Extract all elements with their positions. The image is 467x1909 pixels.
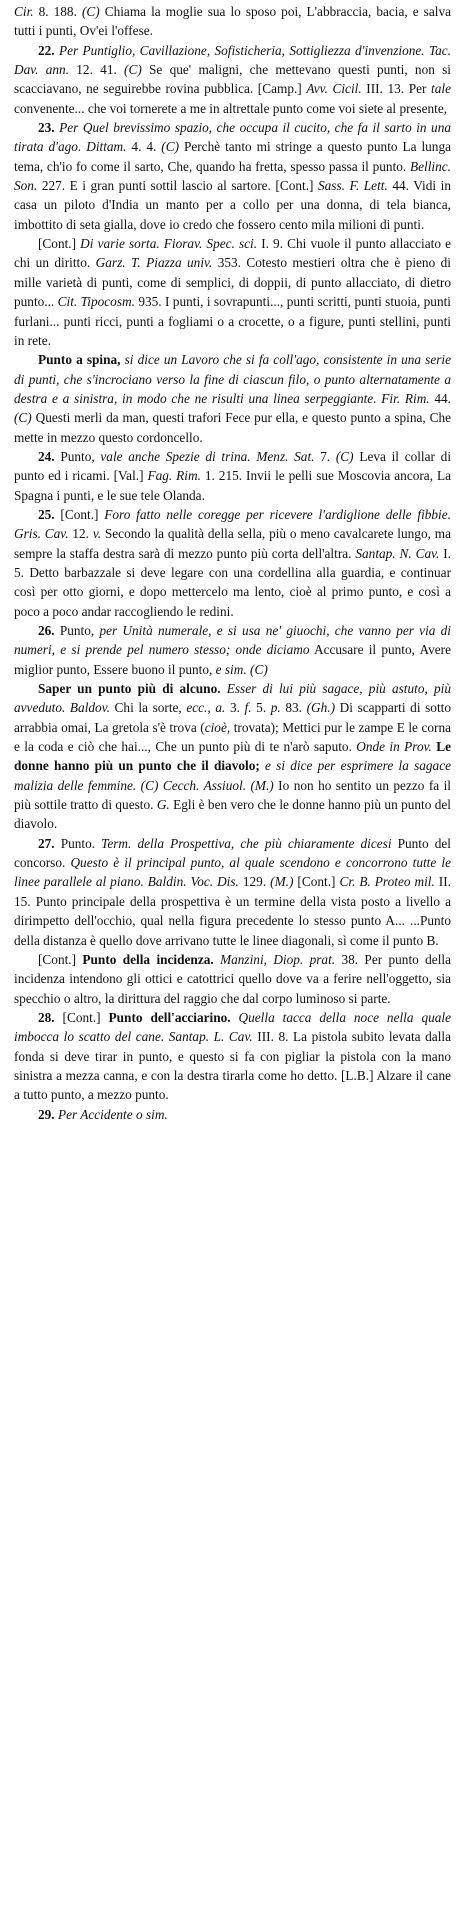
bold-term: 27. [38, 835, 55, 851]
bold-term: 28. [38, 1009, 55, 1025]
italic-text: e si dice per esprimere la sagace malizia delle femmine. [14, 758, 451, 793]
body-text: [Cont.] [38, 236, 81, 252]
italic-text: (C) Cecch. Assiuol. (M.) [140, 777, 274, 793]
italic-text: Esser di lui più sagace, più astuto, più avveduto. Baldov. [14, 681, 451, 716]
italic-text: (C) [14, 410, 32, 426]
body-text: I. 5. Detto barbazzale si deve legare con una cordellina alla guardia, e continuar così per otto giorni, e dopo mettercelo ma lento, cioè al primo punto, e così a poco a poco andar raccogliendo le redini. [14, 545, 451, 619]
body-text: Secondo la qualità della sella, più o meno cavalcarete lungo, ma sempre la staffa destra sarà di mezzo punto più corta dell'altra. [14, 526, 451, 561]
body-text: [Cont.] [54, 506, 105, 522]
italic-text: Per Quel brevissimo spazio, che occupa il cucito, che fa il sarto in una tirata d'ago. Dittam. [14, 120, 452, 155]
body-text: 7. [314, 448, 336, 464]
italic-text: (C) [250, 661, 268, 677]
italic-text: Santap. N. Cav. [355, 545, 440, 561]
italic-text: (Gh.) [306, 700, 336, 716]
italic-text: Cir. [14, 4, 34, 19]
italic-text: Foro fatto nelle coregge per ricevere l'ardiglione delle fibbie. Gris. Cav. [14, 506, 451, 542]
italic-text: Quella tacca della noce nella quale imbocca lo scatto del cane. Santap. L. Cav. [14, 1009, 451, 1045]
body-text: 227. E i gran punti sottil lascio al sartore. [Cont.] [37, 178, 318, 194]
body-text: Leva il collar di punto ed i ricami. [Val.] [14, 448, 452, 484]
italic-text: Avv. Cicil. [306, 81, 362, 97]
body-text: 8. 188. [33, 4, 82, 19]
entry-paragraph [14, 118, 451, 234]
body-text: 83. [280, 700, 307, 716]
italic-text: (C) [161, 139, 180, 155]
body-text: 12. [68, 526, 93, 542]
italic-text: per Unità numerale, e si usa ne' giuochi, che vanno per via di numeri, e si prende pel numero stesso; onde diciamo [14, 623, 451, 658]
body-text: Chi la sorte, [109, 700, 187, 716]
bold-term: 29. [38, 1106, 55, 1122]
entry-paragraph [14, 505, 451, 621]
body-text: [Cont.] [38, 951, 83, 967]
bold-term: 25. [38, 506, 55, 522]
bold-term: Punto dell'acciarino. [108, 1009, 231, 1025]
italic-text: Cr. B. Proteo mil. [339, 874, 435, 890]
italic-text: (C) [81, 4, 100, 19]
body-text: Se que' maligni, che mettevano questi punti, non si scacciavano, ne seguirebbe rovina pubblica. [Camp.] [14, 62, 452, 97]
italic-text: cioè, [204, 719, 231, 735]
bold-term: Punto a spina, [38, 352, 121, 368]
entry-paragraph [14, 1008, 451, 1105]
body-text: 38. Per punto della incidenza intendono gli ottici e catottrici quello dove va a ferire nell'oggetto, sia specchio o altro, la dirittura del raggio che dal corpo luminoso si parte. [14, 951, 451, 1006]
entry-paragraph [14, 1105, 451, 1124]
italic-text: tale [431, 81, 451, 97]
bold-term: 26. [38, 623, 55, 638]
entry-paragraph [14, 350, 451, 447]
bold-term: Le donne hanno più un punto che il diavolo; [14, 739, 451, 774]
italic-text: Manzini, Diop. prat. [220, 951, 336, 967]
body-text: Perchè tanto mi stringe a questo punto La lunga tema, ch'io fo come il sarto, Che, quando ha fretta, spesso passa il punto. [14, 139, 452, 174]
italic-text: Onde in Prov. [356, 739, 432, 755]
body-text: 5. [251, 700, 271, 716]
body-text: Io non ho sentito un pezzo fa il più sottile tratto di questo. [14, 777, 451, 813]
italic-text: e sim. [215, 661, 247, 677]
italic-text: Per Puntiglio, Cavillazione, Sofisticheria, Sottigliezza d'invenzione. Tac. Dav. ann. [14, 42, 452, 78]
bold-term: 24. [38, 448, 55, 464]
italic-text: Garz. T. Piazza univ. [95, 255, 213, 271]
bold-term: Punto della incidenza. [82, 951, 214, 967]
italic-text: Cit. Tipocosm. [57, 294, 135, 310]
body-text: Questi merli da man, questi trafori Fece pur ella, e questo punto a spina, Che mette in mezzo questo cordoncello. [14, 410, 451, 445]
italic-text: G. [156, 797, 170, 813]
bold-term: 22. [38, 42, 55, 58]
italic-text: Fag. Rim. [147, 468, 201, 484]
body-text: 353. Cotesto mestieri oltra che è pieno di mille varietà di punti, come di semplici, di doppii, di punto allacciato, di dietro punto... [14, 255, 451, 310]
italic-text: (C) [335, 448, 354, 464]
body-text: Chiama la moglie sua lo sposo poi, L'abbraccia, bacia, e salva tutti i punti, Ov'ei l'offese. [14, 4, 452, 39]
body-text: Accusare il punto, Avere miglior punto, Essere buono il punto, [14, 642, 451, 677]
italic-text: Di varie sorta. Fiorav. Spec. sci. [80, 236, 258, 252]
italic-text: Bellinc. Son. [14, 158, 451, 194]
body-text: 129. [238, 874, 271, 890]
entry-paragraph [14, 41, 451, 118]
body-text: Egli è ben vero che le donne hanno più un punto del diavolo. [14, 797, 451, 832]
body-text: 44. [429, 390, 451, 406]
italic-text: p. [270, 700, 281, 716]
body-text: I. 9. Chi vuole il punto allacciato e chi un diritto. [14, 236, 451, 271]
body-text: III. 8. La pistola subito levata dalla fonda si deve tirar in punto, e questo si fa con pigliar la pistola con la mano sinistra a mezza canna, e con la destra tirarla come ho detto. [L.B.] Alzare il cane a tutto punto, a mezzo punto. [14, 1029, 451, 1103]
italic-text: vale anche Spezie di trina. Menz. Sat. [100, 448, 315, 464]
body-text: convenente... che voi tornerete a me in altrettale punto come voi siete al presente, [14, 100, 448, 116]
body-text: 4. 4. [126, 139, 162, 155]
body-text: [Cont.] [293, 874, 340, 890]
bold-term: 23. [38, 120, 55, 136]
body-text: 3. [225, 700, 245, 716]
body-text: Di scapparti di sotto arrabbia omai, La gretola s'è trova ( [14, 700, 451, 735]
body-text: II. 15. Punto principale della prospettiva è un termine della vista posto a livello a dirimpetto dell'occhio, qual nella figura precedente lo stesso punto A... ...Punto della distanza è quello dove arrivano tutte le linee diagonali, sì come il punto B. [14, 874, 451, 948]
body-text: Punto. [54, 835, 102, 851]
body-text: trovata); Mettici pur le zampe E le corna e la coda e ciò che hai..., Che un punto più di te n'arò saputo. [14, 719, 451, 755]
italic-text: Term. della Prospettiva, che più chiaramente dicesi [101, 835, 392, 851]
body-text: Punto del concorso. [14, 835, 451, 871]
italic-text: Per Accidente o sim. [57, 1106, 168, 1122]
body-text: Punto, [54, 448, 101, 464]
body-text [231, 1010, 239, 1025]
italic-text: Sass. F. Lett. [318, 178, 388, 194]
body-text: 935. I punti, i sovrapunti..., punti scritti, punti stuoia, punti furlani... punti ricci, punti a fogliami o a crocette, o a figure, punti stellini, punti in rete. [14, 294, 451, 348]
italic-text: ecc., a. [186, 700, 226, 716]
body-text: 12. 41. [69, 62, 125, 78]
body-text: III. 13. Per [361, 81, 432, 97]
body-text: 1. 215. Invii le pelli sue Moscovia ancora, La Spagna i punti, e le sue tele Olanda. [14, 468, 451, 503]
italic-text: v. [92, 526, 102, 542]
italic-text: (C) [124, 62, 142, 78]
entry-paragraph [14, 834, 451, 950]
body-text: [Cont.] [54, 1009, 109, 1025]
entry-paragraph [14, 447, 451, 505]
italic-text: si dice un Lavoro che si fa coll'ago, consistente in una serie di punti, che s'incrociano verso la fine di ciascun filo, o punto alternatamente a destra e a sinistra, in modo che ne risulti una linea serpeggiante. Fir. Rim. [14, 352, 452, 406]
italic-text: f. [244, 700, 252, 716]
entry-paragraph [14, 621, 451, 679]
italic-text: Questo è il principal punto, al quale scendono e concorrono tutte le linee parallele al piano. Baldin. Voc. Dis. [14, 855, 451, 890]
entry-paragraph [14, 679, 451, 834]
body-text: 44. Vidi in casa un piloto d'India un manto per a collo per una donna, di tela bianca, imbottito di seta gialla, dove io credo che fossero cento mila milioni di punti. [14, 178, 451, 232]
entry-paragraph [14, 950, 451, 1008]
entry-paragraph [14, 2, 451, 41]
bold-term: Saper un punto più di alcuno. [38, 681, 221, 697]
entry-paragraph [14, 234, 451, 350]
body-text: Punto, [54, 623, 100, 638]
italic-text: (M.) [270, 874, 294, 890]
